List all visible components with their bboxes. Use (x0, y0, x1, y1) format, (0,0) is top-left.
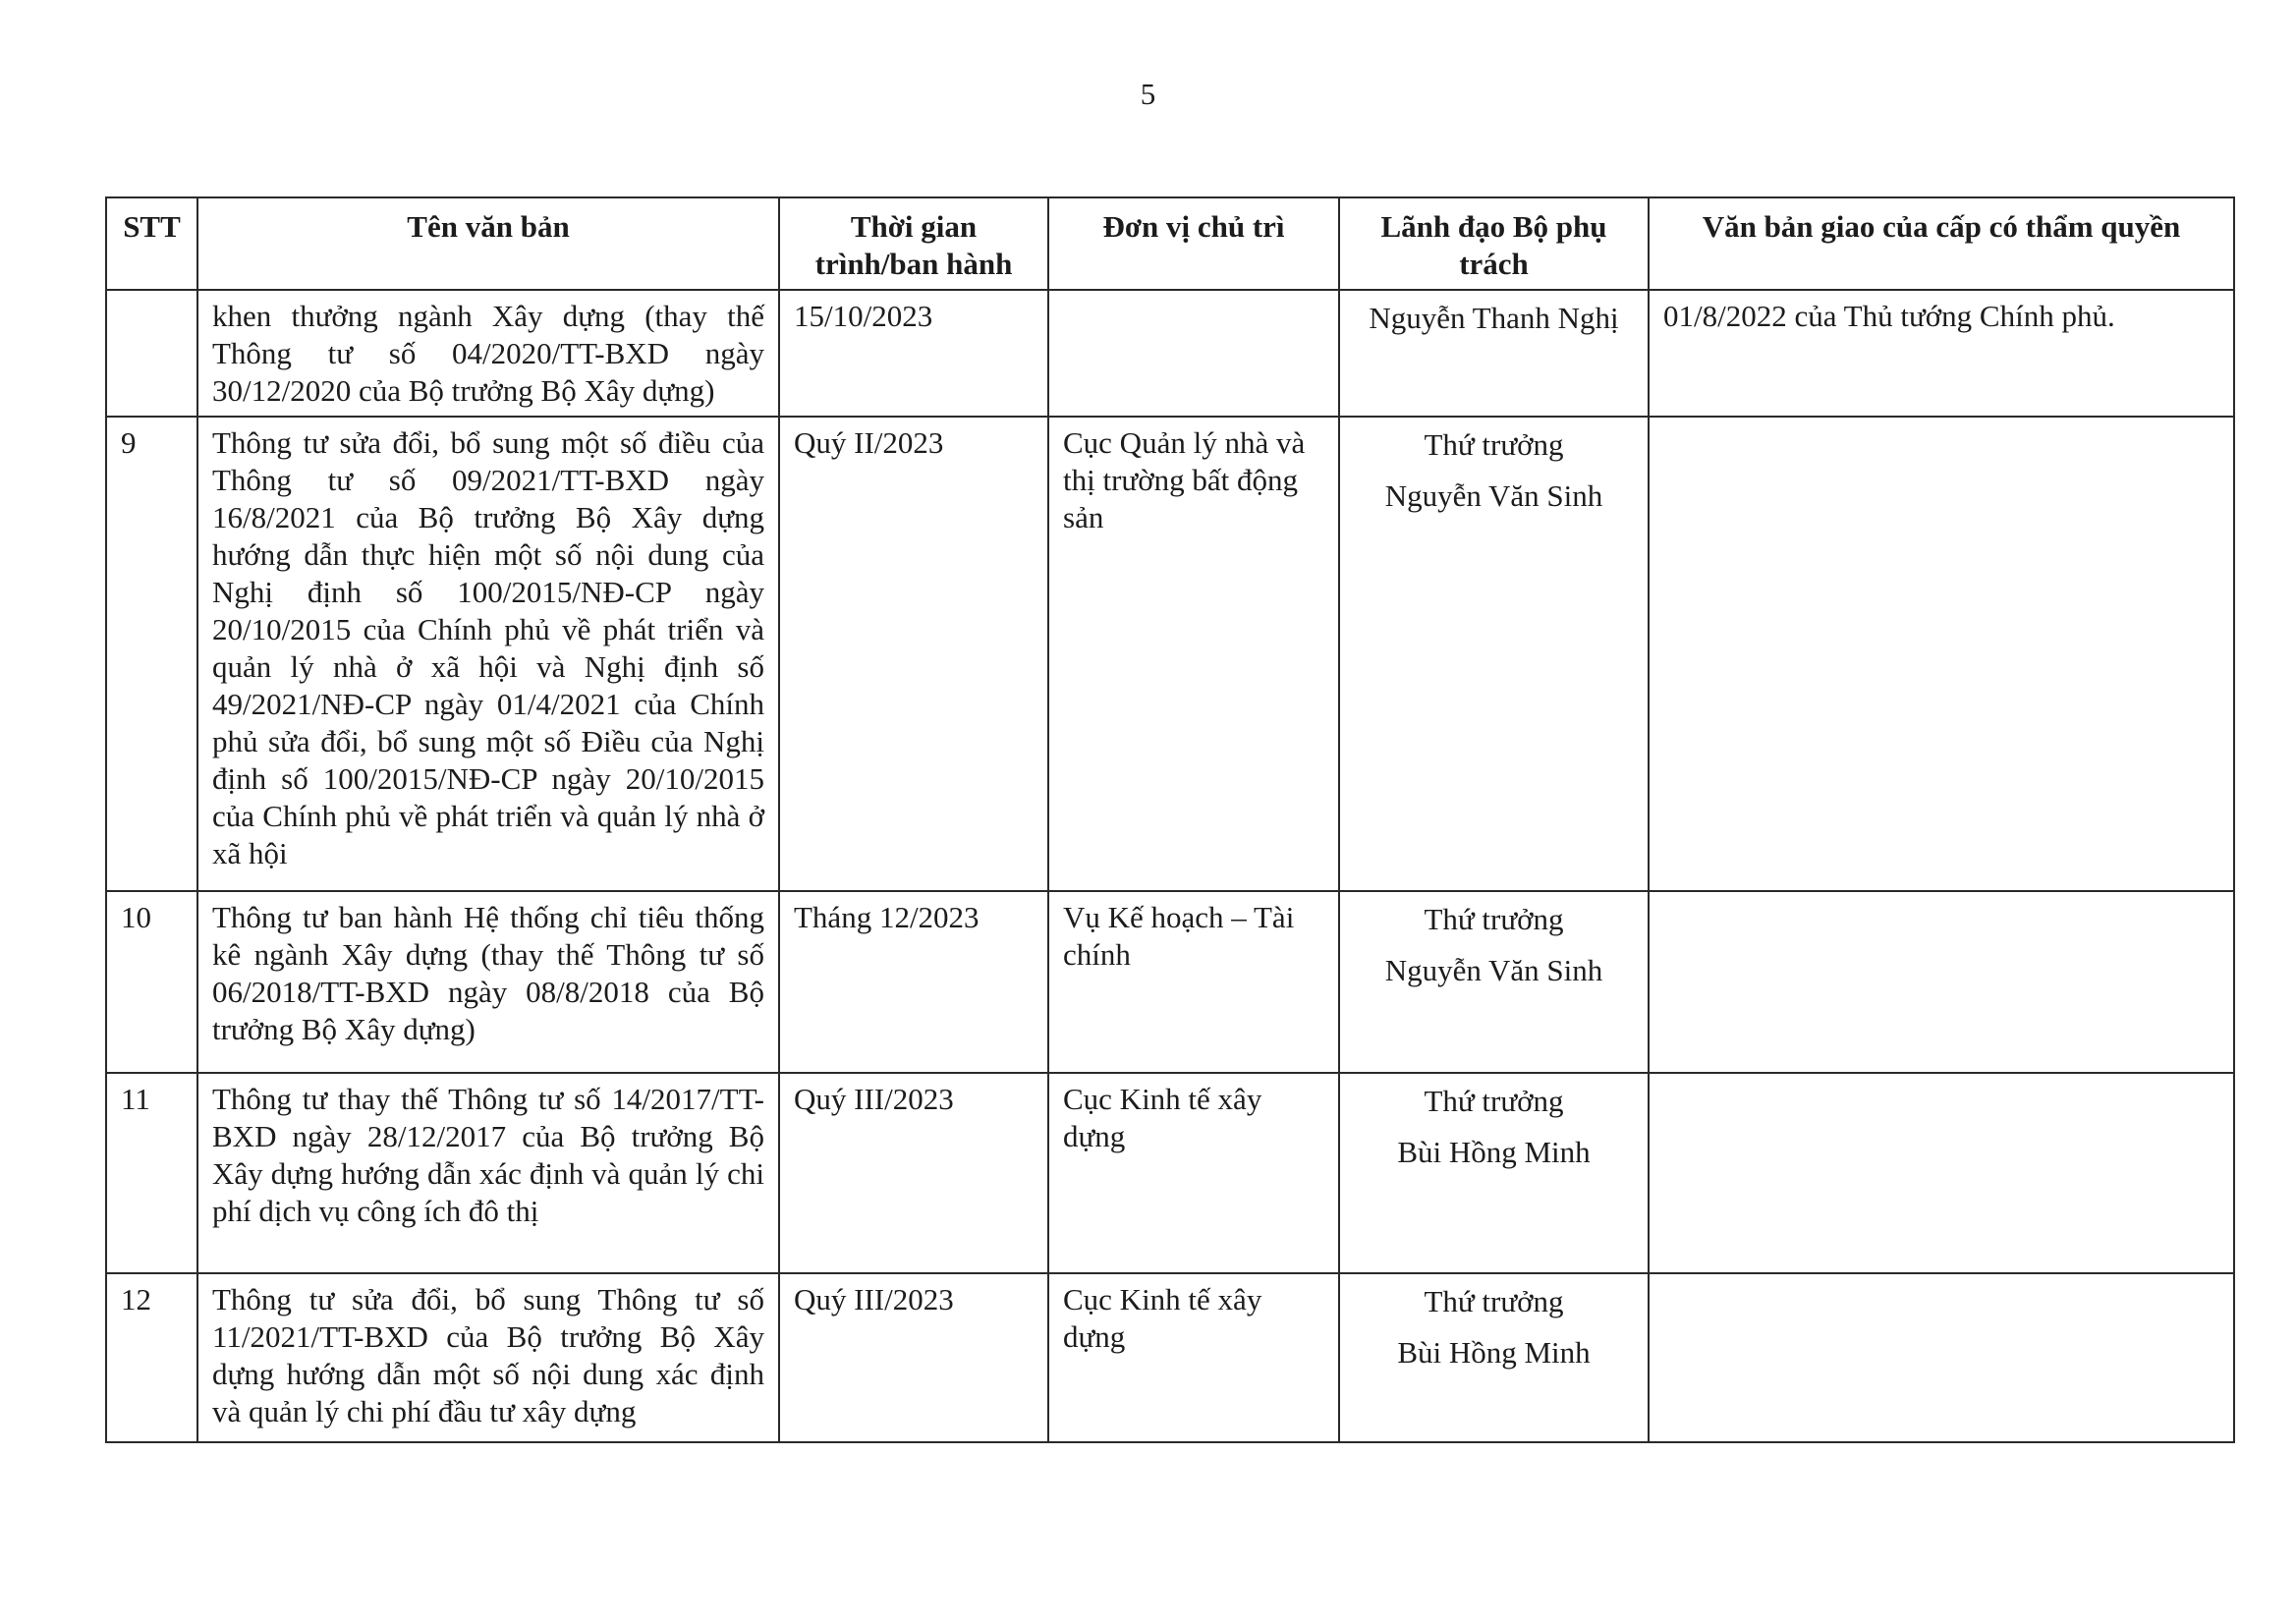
header-stt: STT (106, 197, 197, 290)
cell-unit: Cục Quản lý nhà và thị trường bất động sản (1048, 417, 1339, 891)
leader-name: Nguyễn Văn Sinh (1384, 478, 1603, 513)
leader-name: Bùi Hồng Minh (1397, 1335, 1591, 1370)
cell-stt: 11 (106, 1073, 197, 1273)
leader-name: Bùi Hồng Minh (1397, 1135, 1591, 1169)
cell-leader (1339, 1073, 1649, 1273)
cell-leader (1339, 891, 1649, 1073)
cell-stt: 10 (106, 891, 197, 1073)
page-number: 5 (1140, 77, 1156, 111)
table-row (106, 891, 2234, 1073)
cell-assigned: 01/8/2022 của Thủ tướng Chính phủ. (1649, 290, 2234, 417)
cell-stt: 12 (106, 1273, 197, 1442)
header-assigned: Văn bản giao của cấp có thẩm quyền (1649, 197, 2234, 290)
cell-title: Thông tư sửa đổi, bổ sung một số điều của Thông tư số 09/2021/TT-BXD ngày 16/8/2021 của Bộ trưởng Bộ Xây dựng hướng dẫn thực hiện một số nội dung của Nghị định số 100/2015/NĐ-CP ngày 20/10/2015 của Chính phủ về phát triển và quản lý nhà ở xã hội và Nghị định số 49/2021/NĐ-CP ngày 01/4/2021 của Chính phủ sửa đổi, bổ sung một số Điều của Nghị định số 100/2015/NĐ-CP ngày 20/10/2015 của Chính phủ về phát triển và quản lý nhà ở xã hội (197, 417, 779, 891)
cell-assigned (1649, 1073, 2234, 1273)
cell-time: Quý II/2023 (779, 417, 1048, 891)
cell-unit: Cục Kinh tế xây dựng (1048, 1273, 1339, 1442)
cell-time: 15/10/2023 (779, 290, 1048, 417)
cell-time: Tháng 12/2023 (779, 891, 1048, 1073)
cell-time: Quý III/2023 (779, 1073, 1048, 1273)
documents-table (105, 196, 2235, 1443)
header-leader: Lãnh đạo Bộ phụ trách (1339, 197, 1649, 290)
table-row (106, 1273, 2234, 1442)
table-row (106, 417, 2234, 891)
cell-stt (106, 290, 197, 417)
header-title: Tên văn bản (197, 197, 779, 290)
cell-assigned (1649, 417, 2234, 891)
leader-title: Thứ trưởng (1424, 902, 1564, 936)
cell-assigned (1649, 891, 2234, 1073)
leader-title: Thứ trưởng (1424, 427, 1564, 462)
cell-title: Thông tư ban hành Hệ thống chỉ tiêu thống kê ngành Xây dựng (thay thế Thông tư số 06/2018/TT-BXD ngày 08/8/2018 của Bộ trưởng Bộ Xây dựng) (197, 891, 779, 1073)
cell-unit: Vụ Kế hoạch – Tài chính (1048, 891, 1339, 1073)
table-header-row (106, 197, 2234, 290)
cell-title: khen thưởng ngành Xây dựng (thay thế Thông tư số 04/2020/TT-BXD ngày 30/12/2020 của Bộ trưởng Bộ Xây dựng) (197, 290, 779, 417)
header-unit: Đơn vị chủ trì (1048, 197, 1339, 290)
cell-title: Thông tư sửa đổi, bổ sung Thông tư số 11/2021/TT-BXD của Bộ trưởng Bộ Xây dựng hướng dẫn một số nội dung xác định và quản lý chi phí đầu tư xây dựng (197, 1273, 779, 1442)
table-row (106, 290, 2234, 417)
cell-unit (1048, 290, 1339, 417)
leader-name: Nguyễn Thanh Nghị (1369, 301, 1619, 335)
cell-leader (1339, 290, 1649, 417)
leader-title: Thứ trưởng (1424, 1084, 1564, 1118)
cell-title: Thông tư thay thế Thông tư số 14/2017/TT-BXD ngày 28/12/2017 của Bộ trưởng Bộ Xây dựng hướng dẫn xác định và quản lý chi phí dịch vụ công ích đô thị (197, 1073, 779, 1273)
leader-title: Thứ trưởng (1424, 1284, 1564, 1318)
cell-leader (1339, 1273, 1649, 1442)
cell-time: Quý III/2023 (779, 1273, 1048, 1442)
cell-stt: 9 (106, 417, 197, 891)
cell-leader (1339, 417, 1649, 891)
leader-name: Nguyễn Văn Sinh (1384, 953, 1603, 987)
table-row (106, 1073, 2234, 1273)
cell-assigned (1649, 1273, 2234, 1442)
cell-unit: Cục Kinh tế xây dựng (1048, 1073, 1339, 1273)
header-time: Thời gian trình/ban hành (779, 197, 1048, 290)
